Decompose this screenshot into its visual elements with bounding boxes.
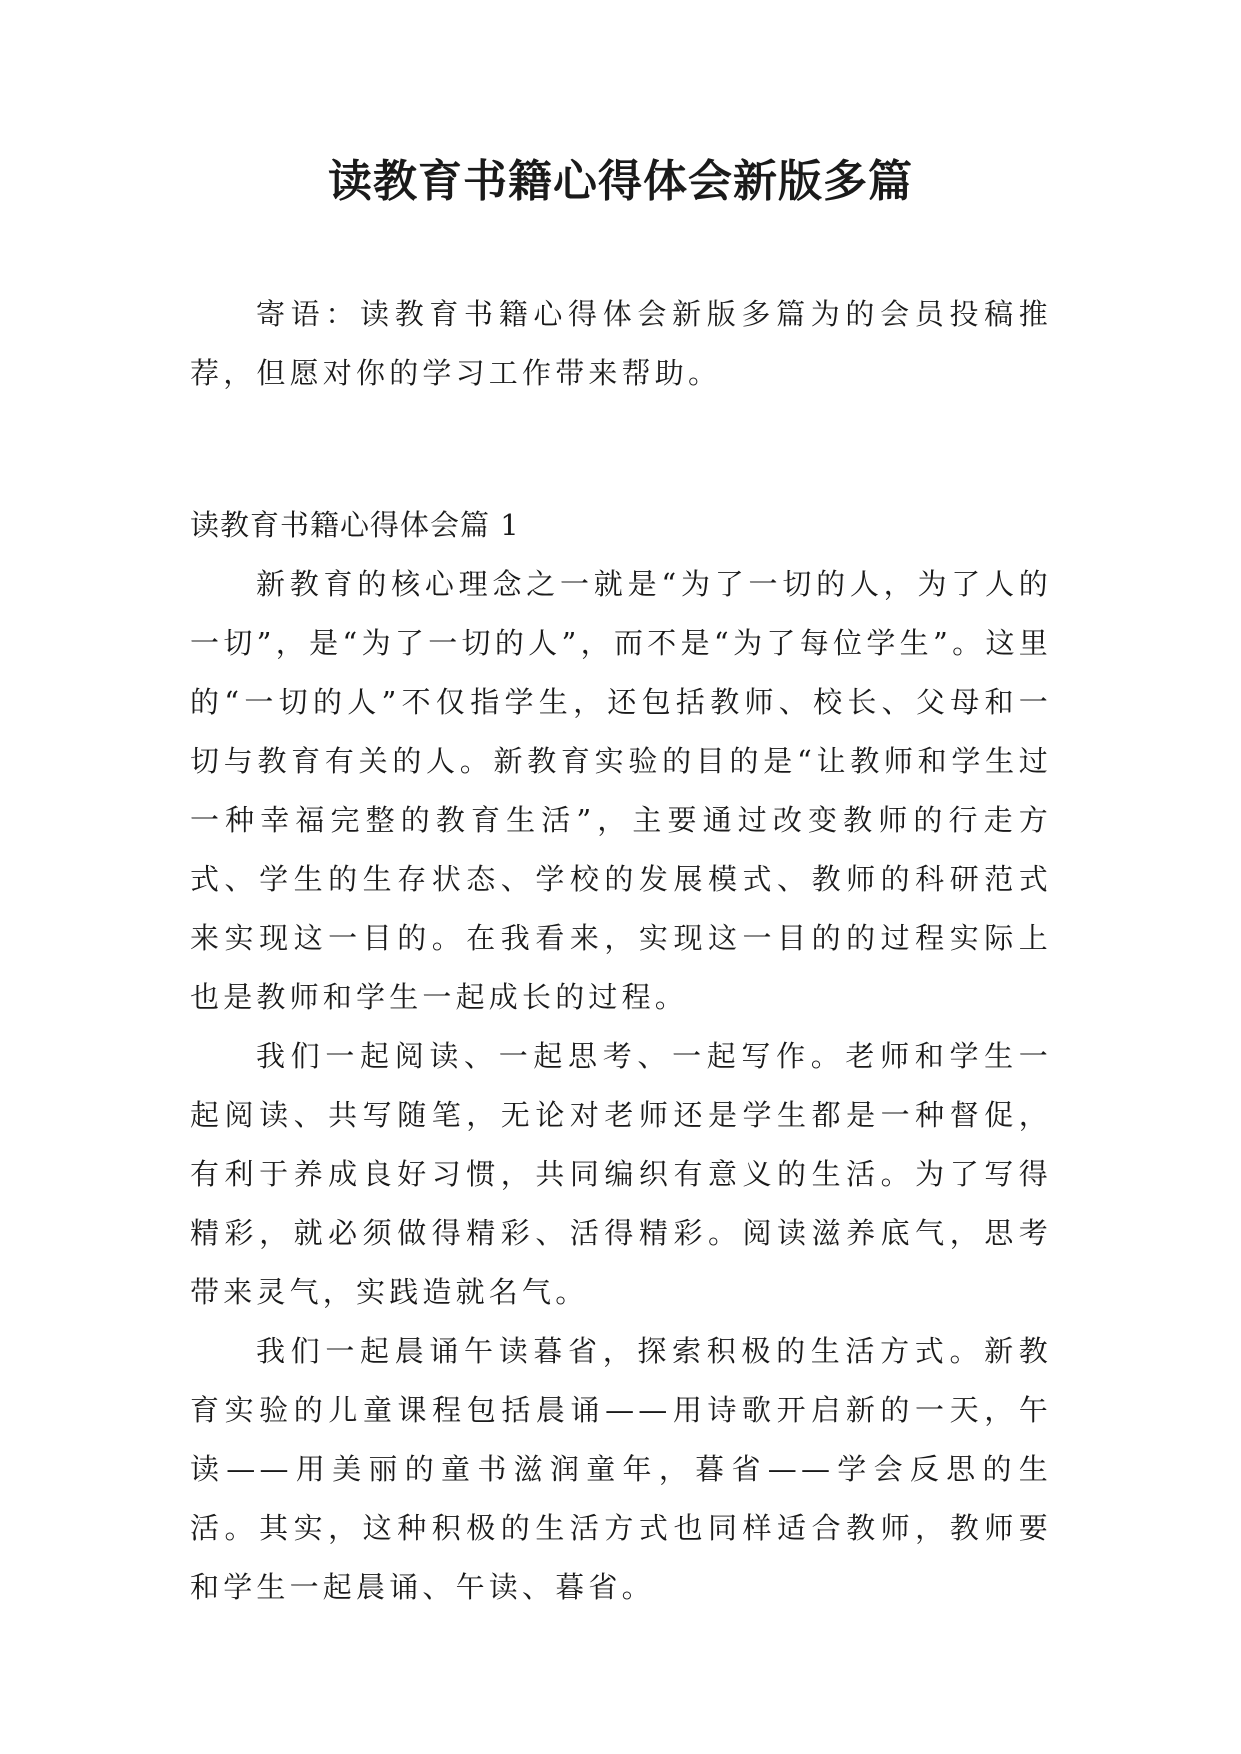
section-title: 读教育书籍心得体会篇 1 bbox=[190, 508, 520, 542]
document-body bbox=[190, 285, 1052, 1617]
foreword-paragraph: 寄语：读教育书籍心得体会新版多篇为的会员投稿推荐，但愿对你的学习工作带来帮助。 bbox=[190, 297, 1052, 390]
body-paragraph-1: 新教育的核心理念之一就是“为了一切的人，为了人的一切”，是“为了一切的人”，而不是“为了每位学生”。这里的“一切的人”不仅指学生，还包括教师、校长、父母和一切与教育有关的人。新教育实验的目的是“让教师和学生过一种幸福完整的教育生活”，主要通过改变教师的行走方式、学生的生存状态、学校的发展模式、教师的科研范式来实现这一目的。在我看来，实现这一目的的过程实际上也是教师和学生一起成长的过程。 bbox=[190, 567, 1052, 1014]
document-title: 读教育书籍心得体会新版多篇 bbox=[328, 156, 913, 207]
spacer bbox=[190, 403, 1052, 496]
body-paragraph-3: 我们一起晨诵午读暮省，探索积极的生活方式。新教育实验的儿童课程包括晨诵——用诗歌开启新的一天，午读——用美丽的童书滋润童年，暮省——学会反思的生活。其实，这种积极的生活方式也同样适合教师，教师要和学生一起晨诵、午读、暮省。 bbox=[190, 1334, 1052, 1604]
body-paragraph-2: 我们一起阅读、一起思考、一起写作。老师和学生一起阅读、共写随笔，无论对老师还是学生都是一种督促，有利于养成良好习惯，共同编织有意义的生活。为了写得精彩，就必须做得精彩、活得精彩。阅读滋养底气，思考带来灵气，实践造就名气。 bbox=[190, 1039, 1052, 1309]
